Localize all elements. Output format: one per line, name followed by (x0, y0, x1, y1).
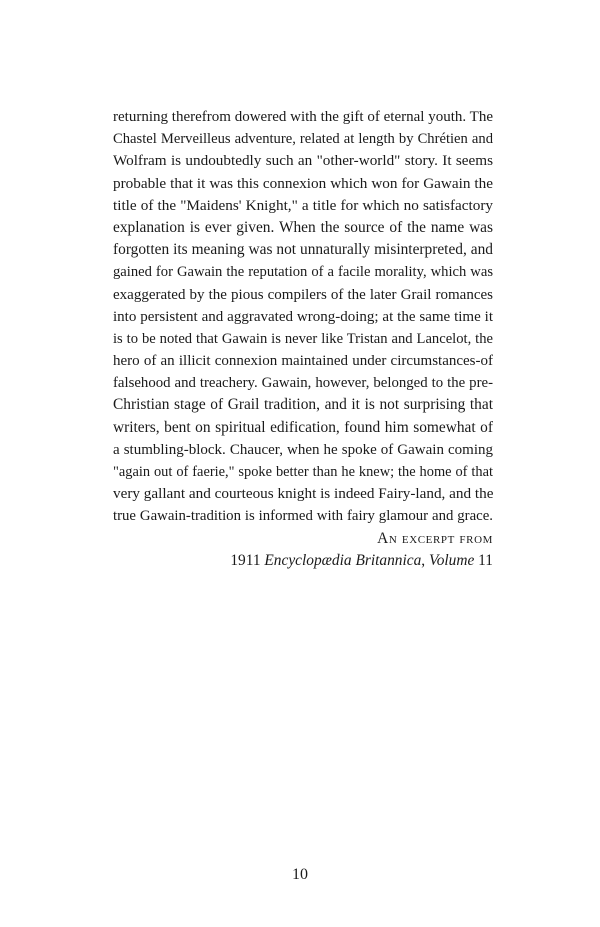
paragraph-line: explanation is ever given. When the source of the name was (113, 218, 493, 236)
paragraph-line: hero of an illicit connexion maintained under circumstances-of (113, 353, 493, 370)
source-attribution (230, 528, 493, 572)
paragraph-line: "again out of faerie," spoke better than he knew; the home of that (113, 464, 493, 480)
paragraph-line: into persistent and aggravated wrong-doing; at the same time it (113, 308, 493, 325)
attribution-source (230, 550, 493, 572)
excerpt-paragraph (113, 106, 493, 528)
paragraph-line: gained for Gawain the reputation of a facile morality, which was (113, 264, 493, 281)
paragraph-line: exaggerated by the pious compilers of the later Grail romances (113, 286, 493, 303)
attribution-volume-label: Volume (429, 552, 475, 570)
paragraph-line: is to be noted that Gawain is never like Tristan and Lancelot, the (113, 330, 493, 347)
paragraph-line: probable that it was this connexion which won for Gawain the (113, 174, 493, 192)
paragraph-line: Chastel Merveilleus adventure, related at length by Chrétien and (113, 131, 493, 148)
paragraph-line: writers, bent on spiritual edification, found him somewhat of (113, 418, 493, 436)
paragraph-line: title of the "Maidens' Knight," a title for which no satisfactory (113, 196, 493, 214)
paragraph-line: Wolfram is undoubtedly such an "other-world" story. It seems (113, 152, 493, 170)
page-number: 10 (292, 866, 308, 883)
attribution-year: 1911 (230, 552, 261, 570)
attribution-volume-number: 11 (478, 552, 493, 570)
paragraph-line: Christian stage of Grail tradition, and it is not surprising that (113, 396, 493, 414)
paragraph-line: returning therefrom dowered with the gift of eternal youth. The (113, 109, 493, 125)
paragraph-line: forgotten its meaning was not unnaturally misinterpreted, and (113, 241, 493, 259)
paragraph-line: falsehood and treachery. Gawain, however, belonged to the pre- (113, 375, 493, 392)
paragraph-line: very gallant and courteous knight is indeed Fairy-land, and the (113, 485, 494, 503)
attribution-work-title: Encyclopædia Britannica (264, 552, 422, 570)
attribution-intro: An excerpt from (377, 530, 493, 547)
paragraph-line: true Gawain-tradition is informed with fairy glamour and grace. (113, 508, 493, 525)
attribution-separator: , (421, 552, 426, 570)
paragraph-line: a stumbling-block. Chaucer, when he spoke of Gawain coming (113, 441, 493, 458)
